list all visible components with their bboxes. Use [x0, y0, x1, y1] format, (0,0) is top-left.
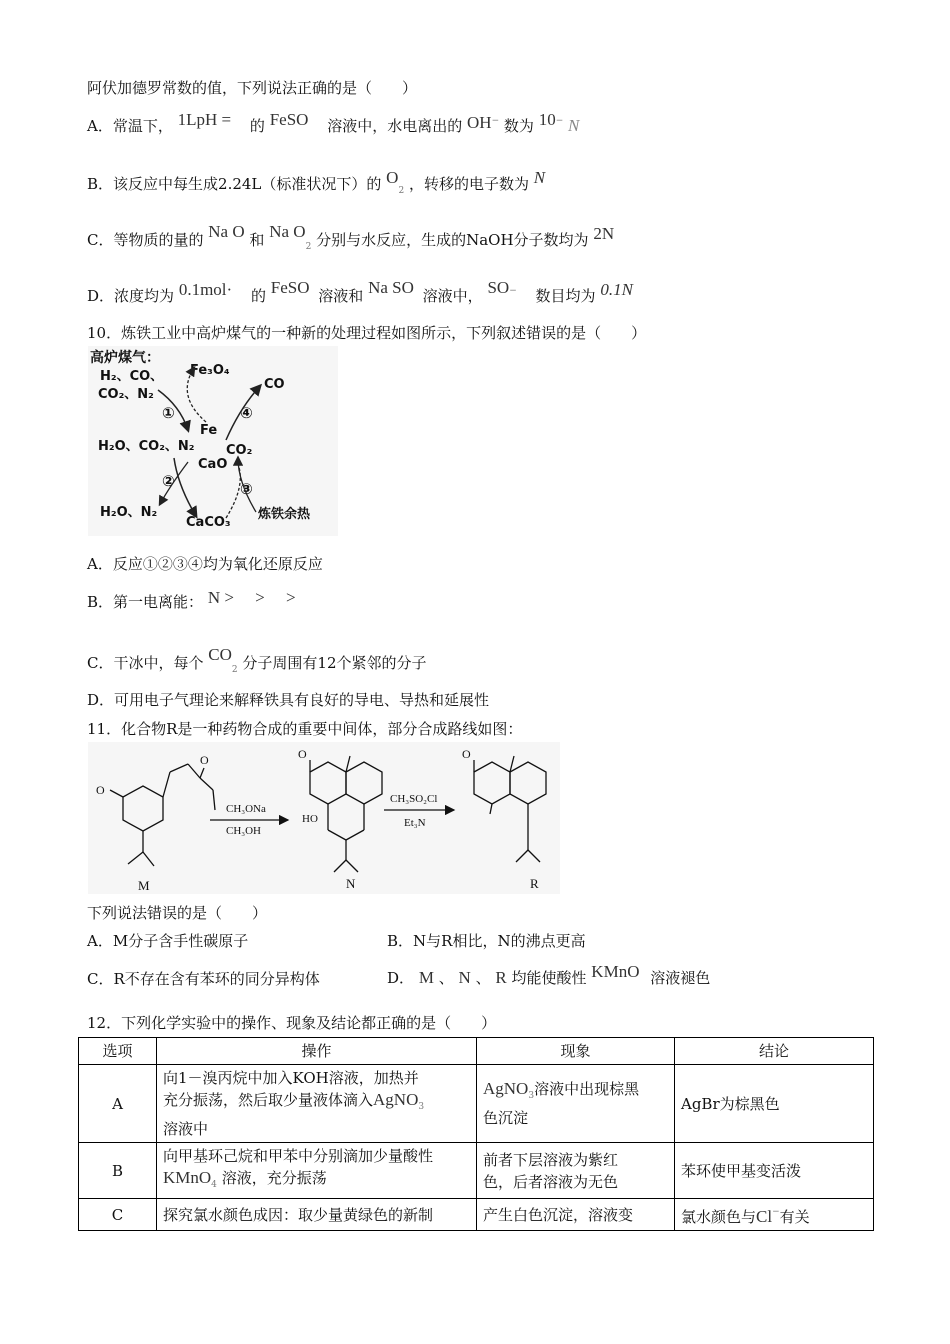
q9d-formula-so4: SO: [487, 278, 510, 297]
q9d-text2: 溶液和: [318, 287, 364, 305]
q11d-sep1: 、: [438, 969, 454, 987]
q10c-lead: C．干冰中，每个: [87, 654, 204, 672]
fe3o4-label: Fe₃O₄: [190, 363, 230, 378]
q9c-text1: 和: [249, 231, 265, 249]
q9c-formula-na2o: Na O: [208, 222, 245, 241]
table-row: [79, 1199, 874, 1231]
q9a-formula-na: N: [568, 116, 580, 135]
q9c-text2: 分别与水反应，生成的NaOH分子数均为: [316, 231, 589, 249]
row-b-operation: [157, 1143, 477, 1199]
reagent2-top: CH₃SO₂Cl: [390, 793, 438, 805]
label-m: M: [138, 878, 150, 893]
row-a-operation: [157, 1065, 477, 1143]
mid-gases: H₂O、CO₂、N₂: [98, 439, 195, 454]
table-row: [79, 1065, 874, 1143]
q9d-formula-na: 0.1N: [600, 280, 633, 299]
row-c-phenomenon: 产生白色沉淀，溶液变: [477, 1199, 675, 1231]
q11d-text4: 溶液褪色: [650, 969, 711, 987]
q10c-formula-co2: CO: [208, 645, 232, 664]
q11d-formula-kmno4: KMnO: [591, 962, 640, 981]
synthesis-route: [88, 742, 560, 894]
q9a-lead: A．常温下，: [87, 117, 173, 135]
q11-synthesis-figure: [88, 742, 560, 894]
q9d-formula-feso4: FeSO: [270, 278, 310, 297]
gas-line1: H₂、CO、: [100, 369, 164, 384]
q9c-formula-na2o2: Na O: [269, 222, 306, 241]
q9d-so4-charge: −: [509, 286, 517, 296]
row-a-ph-line1: AgNO$_3$溶液中出现棕黑: [483, 1079, 640, 1101]
q11-option-b: B．N与R相比，N的沸点更高: [387, 932, 586, 950]
row-a-option: A: [79, 1065, 157, 1143]
gas-line2: CO₂、N₂: [98, 387, 154, 402]
q11d-formula-m: M: [418, 968, 434, 987]
q9b-text1: ，转移的电子数为: [408, 175, 529, 193]
q9a-oh-charge: −: [491, 116, 500, 126]
reagent1-top: CH₃ONa: [226, 803, 266, 815]
co-label: CO: [264, 377, 285, 392]
step3-marker: ③: [240, 480, 253, 498]
q12-stem: 12．下列化学实验中的操作、现象及结论都正确的是（ ）: [87, 1014, 497, 1032]
fe-label: Fe: [200, 423, 218, 438]
row-a-phenomenon: [477, 1065, 675, 1143]
q9a-power-mark: −: [555, 116, 564, 126]
q9-option-a: [87, 110, 579, 136]
row-b-phenomenon: [477, 1143, 675, 1199]
q12-table: [78, 1037, 874, 1231]
q10-stem: 10．炼铁工业中高炉煤气的一种新的处理过程如图所示，下列叙述错误的是（ ）: [87, 324, 647, 342]
q11d-text3: 均能使酸性: [511, 969, 587, 987]
m-oxygen-left: O: [96, 783, 105, 797]
reagent1-bottom: CH₃OH: [226, 825, 262, 837]
row-a-op-line2: 充分振荡，然后取少量液体滴入AgNO$_3$: [163, 1090, 425, 1112]
q9b-formula-o2: O: [386, 168, 399, 187]
header-phenomenon: 现象: [477, 1038, 675, 1065]
table-row: [79, 1143, 874, 1199]
r-oxygen: O: [462, 747, 471, 761]
reagent2-bottom: Et₃N: [404, 817, 426, 829]
q10c-text1: 分子周围有12个紧邻的分子: [242, 654, 427, 672]
molecule-m: [110, 764, 215, 866]
q9a-text2: 溶液中，水电离出的: [327, 117, 463, 135]
cao-label: CaO: [198, 457, 228, 472]
header-conclusion: 结论: [675, 1038, 874, 1065]
q11d-sep2: 、: [475, 969, 491, 987]
q9a-formula-oh: OH: [467, 113, 492, 132]
q9b-formula-na: N: [533, 168, 546, 187]
step2-marker: ②: [162, 472, 175, 490]
row-b-ph-line1: 前者下层溶液为紫红: [483, 1150, 619, 1169]
q10-cycle-figure: [88, 346, 338, 536]
label-n: N: [346, 876, 356, 891]
out-gases: H₂O、N₂: [100, 505, 158, 520]
cycle-diagram: [88, 346, 338, 536]
label-r: R: [530, 876, 539, 891]
molecule-n: [310, 756, 382, 872]
row-b-op-line2: KMnO$_4$ 溶液，充分振荡: [163, 1168, 327, 1190]
co2-label: CO₂: [226, 443, 253, 458]
q11-ask: 下列说法错误的是（ ）: [87, 904, 268, 922]
row-c-cl: Cl: [756, 1207, 773, 1226]
q9-option-d: [87, 278, 633, 306]
q9b-o2-sub: 2: [398, 186, 405, 196]
step4-marker: ④: [240, 404, 253, 422]
q9a-formula-feso4: FeSO: [269, 110, 309, 129]
row-a-op-agno3: AgNO: [373, 1090, 419, 1109]
q9d-text1: 的: [250, 287, 266, 305]
q9d-lead: D．浓度均为: [87, 287, 175, 305]
row-a-op-line3: 溶液中: [163, 1120, 209, 1138]
row-a-ph-agno3: AgNO: [483, 1079, 529, 1098]
row-c-operation: 探究氯水颜色成因：取少量黄绿色的新制: [157, 1199, 477, 1231]
q9a-text1: 的: [249, 117, 265, 135]
q9-stem: 阿伏加德罗常数的值，下列说法正确的是（ ）: [87, 79, 418, 97]
q9-option-b: [87, 168, 545, 196]
q9d-formula-conc: 0.1mol·: [178, 280, 233, 299]
q10b-lead: B．第一电离能：: [87, 593, 204, 611]
heat-label: 炼铁余热: [258, 507, 311, 522]
q10-option-b: [87, 583, 296, 612]
m-oxygen-top: O: [200, 753, 209, 767]
q9c-lead: C．等物质的量的: [87, 231, 204, 249]
row-c-option: C: [79, 1199, 157, 1231]
row-a-ph-line2: 色沉淀: [483, 1109, 529, 1127]
n-oxygen: O: [298, 747, 307, 761]
arrow-caco3: [226, 464, 240, 518]
row-b-ph-line2: 色，后者溶液为无色: [483, 1172, 619, 1191]
n-hydroxyl: HO: [302, 813, 318, 825]
q11d-lead: D．: [387, 969, 415, 987]
q9c-sub: 2: [305, 242, 312, 252]
row-a-conclusion: AgBr为棕黑色: [675, 1065, 874, 1143]
row-b-option: B: [79, 1143, 157, 1199]
q11-option-a: A．M分子含手性碳原子: [87, 932, 249, 950]
q9-option-c: [87, 222, 614, 252]
q11d-formula-n: N: [458, 968, 471, 987]
q10-option-d: D．可用电子气理论来解释铁具有良好的导电、导热和延展性: [87, 691, 490, 709]
header-option: 选项: [79, 1038, 157, 1065]
q9a-formula-power: 10: [538, 110, 556, 129]
q9a-formula-ph: 1LpH =: [177, 110, 232, 129]
molecule-r: [474, 756, 546, 862]
q11-option-c: C．R不存在含有苯环的同分异构体: [87, 970, 320, 988]
q10-option-c: [87, 645, 427, 675]
header-operation: 操作: [157, 1038, 477, 1065]
caco3-label: CaCO₃: [186, 515, 231, 530]
q10-option-a: A．反应①②③④均为氧化还原反应: [87, 555, 323, 573]
q10b-formula-ie: N > > >: [207, 588, 296, 607]
row-a-op-line1: 向1－溴丙烷中加入KOH溶液，加热并: [163, 1069, 419, 1087]
step1-marker: ①: [162, 404, 175, 422]
q9b-lead: B．该反应中每生成2.24L（标准状况下）的: [87, 175, 382, 193]
q11-stem: 11．化合物R是一种药物合成的重要中间体，部分合成路线如图：: [87, 720, 523, 738]
row-c-conclusion: 氯水颜色与Cl−有关: [675, 1199, 874, 1231]
table-header-row: [79, 1038, 874, 1065]
q9d-text4: 数目均为: [535, 287, 596, 305]
row-b-conclusion: 苯环使甲基变活泼: [675, 1143, 874, 1199]
q11-option-d: [387, 962, 710, 988]
q11d-formula-r: R: [495, 968, 507, 987]
q9c-formula-2na: 2N: [593, 224, 615, 243]
gas-title: 高炉煤气：: [90, 350, 160, 366]
q10c-sub: 2: [231, 665, 238, 675]
row-b-op-line1: 向甲基环己烷和甲苯中分别滴加少量酸性: [163, 1147, 434, 1165]
q9a-text3: 数为: [503, 117, 534, 135]
row-b-op-kmno4: KMnO: [163, 1168, 212, 1187]
q9d-text3: 溶液中，: [422, 287, 483, 305]
q9d-formula-na2so4: Na SO: [368, 278, 414, 297]
